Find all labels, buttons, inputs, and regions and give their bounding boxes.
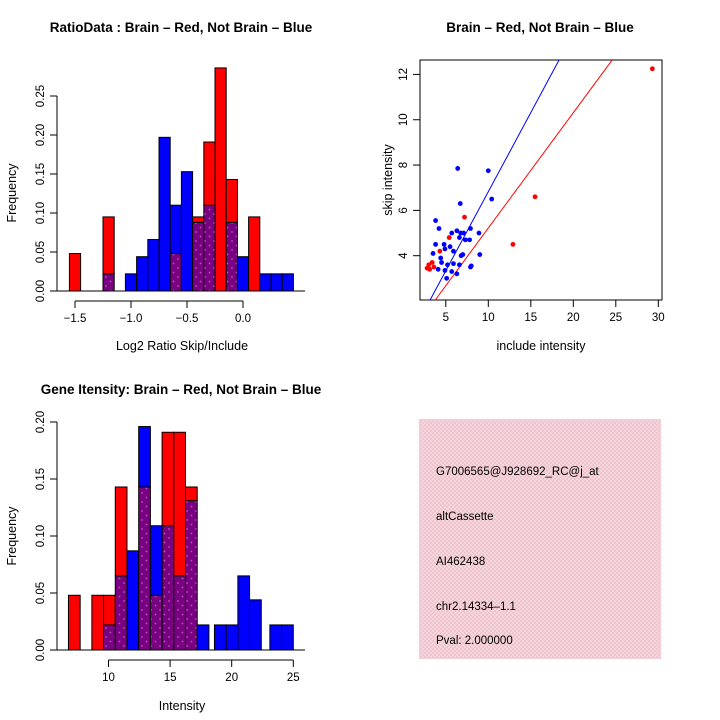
scatter-point [433,242,438,247]
scatter-point [449,269,454,274]
histogram-bar [162,432,174,525]
y-tick-label: 0.15 [35,467,47,491]
histogram-bar-overlap [193,222,204,291]
histogram-bar-overlap [174,576,186,650]
histogram-bar [137,257,148,291]
x-tick-label: 5 [442,312,450,324]
histogram-bar [69,254,80,291]
histogram-bar [181,172,192,291]
y-axis-label: Frequency [5,506,19,566]
panel-title: Brain – Red, Not Brain – Blue [446,20,634,35]
scatter-point [444,276,449,281]
histogram-bar-overlap [139,487,151,650]
scatter-point [467,237,472,242]
accession-text: AI462438 [436,556,486,568]
scatter-point [449,231,454,236]
x-tick-label: 20 [225,672,239,684]
y-axis-label: Frequency [5,163,19,223]
gene-intensity-histogram-plot [35,411,305,684]
x-axis-label: include intensity [496,339,586,353]
y-tick-label: 0.15 [35,162,47,186]
histogram-bar-overlap [150,595,162,650]
histogram-bar-overlap [226,222,237,291]
scatter-point [457,262,462,267]
histogram-bar [197,625,209,650]
y-tick-label: 10 [398,113,410,127]
scatter-point [454,271,459,276]
scatter-plot [398,60,665,324]
histogram-bar-overlap [115,576,127,650]
scatter-point [477,252,482,257]
scatter-point [437,226,442,231]
histogram-bar [250,600,262,650]
scatter-point [433,218,438,223]
x-axis-label: Log2 Ratio Skip/Include [115,339,249,353]
x-tick-label: 0.0 [235,313,251,325]
scatter-point [477,231,482,236]
y-tick-label: 0.05 [35,240,47,264]
x-tick-label: 25 [609,312,623,324]
panel-title: RatioData : Brain – Red, Not Brain – Blue [49,20,313,35]
histogram-bar-overlap [104,625,116,650]
pval-text: Pval: 2.000000 [436,635,513,647]
x-tick-label: 15 [524,312,538,324]
histogram-bar [170,205,181,253]
x-tick-label: 25 [286,672,300,684]
plot-frame [420,60,662,300]
histogram-bar [238,576,250,650]
histogram-bar [204,142,215,205]
y-tick-label: 8 [398,161,410,169]
scatter-point [451,261,456,266]
histogram-bar [139,427,151,487]
y-tick-label: 0.20 [35,123,47,147]
histogram-bar [226,179,237,222]
histogram-bar [148,240,159,291]
x-tick-label: 10 [102,672,115,684]
scatter-point [448,244,453,249]
scatter-point [489,197,494,202]
scatter-point [436,267,441,272]
y-tick-label: 6 [398,207,410,214]
panel-gene-info-box [419,419,661,659]
info-box-background [419,419,661,659]
scatter-point [439,260,444,265]
panel-title: Gene Itensity: Brain – Red, Not Brain – Blue [40,382,322,397]
scatter-point [511,242,516,247]
histogram-bar [237,257,248,291]
histogram-bar-overlap [186,501,198,650]
histogram-bar [127,551,139,650]
y-tick-label: 0.20 [35,410,47,434]
scatter-point [462,215,467,220]
scatter-point [431,251,436,256]
scatter-point [455,166,460,171]
histogram-bar-overlap [103,274,114,291]
histogram-bar [68,595,80,650]
scatter-point [650,66,655,71]
histogram-bar [214,625,226,650]
y-tick-label: 0.05 [35,581,47,605]
panel-gene-intensity-histogram [5,382,322,713]
histogram-bar [282,625,294,650]
histogram-bar [260,274,271,291]
histogram-bar [193,217,204,222]
scatter-point [425,266,430,271]
histogram-bar [282,274,293,291]
y-tick-label: 12 [398,68,410,81]
probe-id-text: G7006565@J928692_RC@j_at [436,466,599,478]
scatter-point [468,265,473,270]
scatter-point [432,265,437,270]
y-axis-label: skip intensity [381,144,395,216]
x-tick-label: 30 [651,312,665,324]
y-tick-label: 0.00 [35,638,47,662]
histogram-bar [186,487,198,501]
x-tick-label: 15 [163,672,177,684]
scatter-point [458,201,463,206]
scatter-point [443,247,448,252]
panel-intensity-scatter [381,20,665,353]
y-tick-label: 0.00 [35,279,47,303]
scatter-point [438,256,443,261]
splice-type-text: altCassette [436,511,494,523]
histogram-bar [115,487,127,576]
x-tick-label: −1.0 [119,313,143,325]
scatter-point [447,235,452,240]
y-tick-label: 4 [398,252,410,259]
panel-ratio-histogram [5,20,313,353]
histogram-bar [125,274,136,291]
x-tick-label: 10 [481,312,495,324]
y-tick-label: 0.10 [35,524,47,548]
histogram-bar [174,432,186,576]
scatter-point [451,249,456,254]
x-tick-label: −1.5 [63,313,87,325]
histogram-bar [150,526,162,596]
histogram-bar [159,137,170,291]
scatter-point [461,231,466,236]
ratio-histogram-plot [35,68,305,325]
scatter-point [443,268,448,273]
histogram-bar-overlap [170,254,181,291]
x-tick-label: −0.5 [175,313,199,325]
histogram-bar [249,217,260,291]
histogram-bar [270,625,282,650]
y-tick-label: 0.25 [35,84,47,108]
scatter-point [468,226,473,231]
x-axis-label: Intensity [158,699,206,713]
scatter-point [457,235,462,240]
x-tick-label: 20 [566,312,580,324]
scatter-point [445,262,450,267]
histogram-bar-overlap [162,526,174,650]
locus-text: chr2.14334–1.1 [436,601,516,613]
histogram-bar [104,595,116,625]
scatter-point [533,194,538,199]
scatter-point [459,253,464,258]
scatter-point [486,168,491,173]
histogram-bar [103,217,114,274]
histogram-bar [215,68,226,291]
histogram-bar [226,625,238,650]
histogram-bar [271,274,282,291]
histogram-bar [92,595,104,650]
scatter-point [463,237,468,242]
histogram-bar-overlap [204,205,215,291]
regression-line-brain-fit [435,60,612,300]
y-tick-label: 0.10 [35,201,47,225]
scatter-point [442,242,447,247]
scatter-point [437,249,442,254]
